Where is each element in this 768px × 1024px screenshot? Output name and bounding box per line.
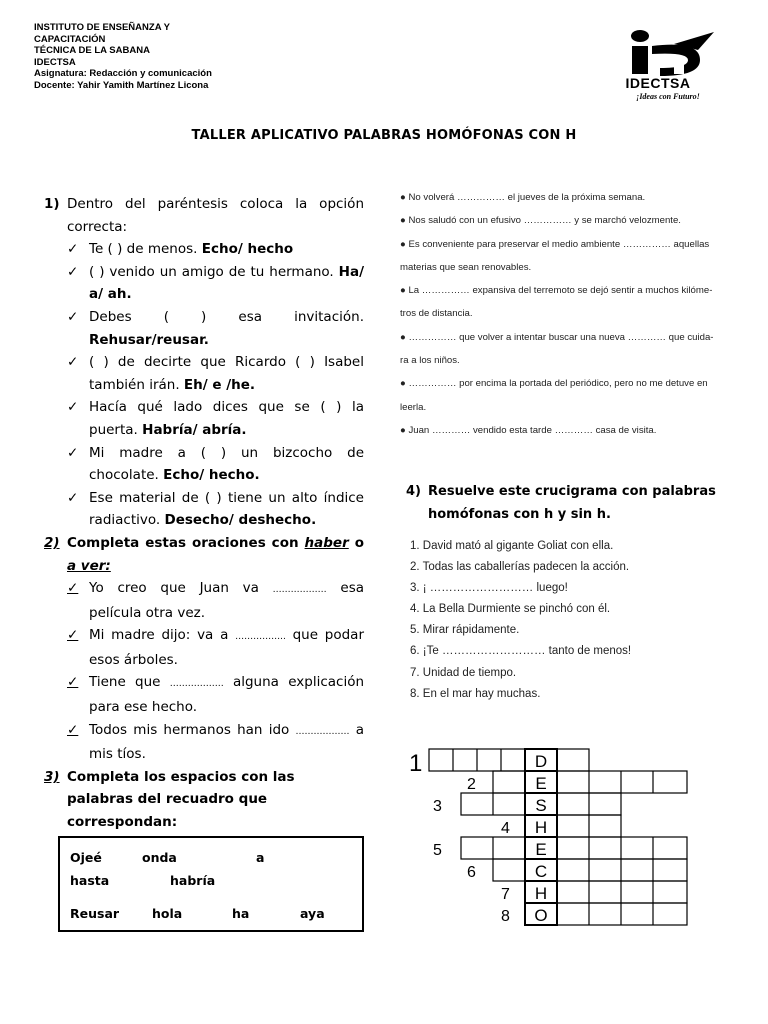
crossword-letter: O [534, 906, 548, 925]
item-text: ( ) de decirte que Ricardo ( ) Isabel también irán. [89, 354, 364, 393]
left-column [44, 193, 364, 834]
section-title: Completa estas oraciones con [67, 534, 305, 551]
option-haber: haber [304, 534, 349, 551]
clue: 7. Unidad de tiempo. [410, 666, 517, 679]
item-text: que podar esos árboles. [89, 627, 364, 668]
row-number: 5 [433, 842, 442, 859]
row-number: 3 [433, 798, 442, 815]
sentence: ● No volverá …………… el jueves de la próxima semana. [400, 192, 646, 203]
item-text: Todos mis hermanos han ido [89, 721, 296, 738]
list-item [44, 306, 364, 351]
header-line: INSTITUTO DE ENSEÑANZA Y [34, 22, 171, 33]
check-icon: ✓ [67, 354, 79, 371]
list-item [44, 487, 364, 532]
list-item [44, 396, 364, 441]
clue: 5. Mirar rápidamente. [410, 624, 520, 637]
sentence: ● Nos saludó con un efusivo …………… y se marchó velozmente. [400, 215, 681, 227]
header-line: Asignatura: Redacción y comunicación [34, 68, 212, 80]
list-item [44, 238, 364, 261]
list-item [44, 719, 364, 766]
sentence-text: Juan ………… vendido esta tarde ………… casa de visita. [408, 424, 657, 436]
item-text: ( ) venido un amigo de tu hermano. [89, 263, 339, 280]
row-number: 8 [501, 908, 510, 925]
header-line: CAPACITACIÓN [34, 33, 106, 45]
item-options: Ha/ a/ ah. [89, 263, 364, 303]
word: aya [300, 906, 325, 921]
page-title: TALLER APLICATIVO PALABRAS HOMÓFONAS CON H [191, 128, 577, 143]
list-item [44, 351, 364, 396]
crossword-letter: D [534, 752, 548, 771]
crossword-letter: E [535, 840, 547, 859]
section-1-heading [44, 193, 364, 238]
sentence-continuation: ra a los niños. [400, 355, 460, 367]
section-2-heading [44, 532, 364, 577]
item-text: Yo creo que Juan va [89, 580, 273, 597]
check-icon: ✓ [67, 263, 79, 280]
section-title: Completa los espacios con las palabras del recuadro que correspondan: [67, 768, 295, 831]
sentence-text: …………… que volver a intentar buscar una nueva ………… que cuida- [408, 331, 714, 343]
right-sentences [400, 186, 730, 442]
row-number: 4 [501, 820, 510, 837]
sentence: ● Juan ………… vendido esta tarde ………… casa de visita. [400, 424, 657, 436]
word: a [256, 850, 265, 865]
idectsa-logo [608, 26, 718, 104]
list-item [44, 577, 364, 624]
item-text: Tiene que [89, 674, 170, 691]
clue: 1. David mató al gigante Goliat con ella. [410, 540, 614, 552]
section-number: 4) [406, 484, 421, 499]
clue: 2. Todas las caballerías padecen la acción. [410, 561, 630, 574]
school-header [34, 22, 234, 92]
item-text: alguna explicación para ese hecho. [89, 674, 365, 716]
word-box [58, 836, 364, 932]
word: hasta [70, 873, 110, 888]
sentence: ● Es conveniente para preservar el medio ambiente …………… aquellas [400, 238, 710, 250]
word: hola [152, 906, 183, 921]
list-item [44, 442, 364, 487]
sentence: ● …………… que volver a intentar buscar una nueva ………… que cuida- [400, 331, 714, 343]
blank-dots: ……………… [169, 679, 224, 690]
item-options: Rehusar/reusar. [89, 331, 209, 348]
sentence-continuation: tros de distancia. [400, 308, 473, 320]
section-4-heading [406, 480, 736, 526]
section-3-heading [44, 766, 364, 834]
section-number: 1) [44, 196, 60, 212]
word: onda [142, 850, 177, 865]
row-number: 1 [409, 750, 423, 777]
clue: 6. ¡Te ……………………… tanto de menos! [410, 645, 632, 658]
sentence-continuation: materias que sean renovables. [400, 261, 532, 273]
crossword-letter: H [534, 884, 548, 903]
check-icon: ✓ [67, 580, 79, 597]
blank-dots: ……………… [295, 726, 350, 737]
item-text: Te ( ) de menos. [89, 241, 202, 258]
check-icon: ✓ [67, 399, 79, 416]
word: habría [170, 873, 216, 888]
item-text: Hacía qué lado dices que se ( ) la puerta. [89, 399, 364, 438]
item-text: Mi madre dijo: va a [89, 627, 236, 644]
word: Ojeé [70, 850, 102, 865]
crossword-letter: C [534, 862, 548, 881]
item-text: Ese material de ( ) tiene un alto índice radiactivo. [89, 489, 364, 529]
crossword-letter: E [535, 774, 547, 793]
row-number: 6 [467, 864, 476, 881]
item-options: Habría/ abría. [142, 421, 247, 438]
clue: 4. La Bella Durmiente se pinchó con él. [410, 603, 611, 616]
row-number: 7 [501, 886, 510, 903]
sentence: ● La …………… expansiva del terremoto se dejó sentir a muchos kilóme- [400, 285, 713, 297]
word: ha [232, 906, 250, 921]
check-icon: ✓ [67, 489, 79, 506]
clue: 8. En el mar hay muchas. [410, 687, 541, 700]
list-item [44, 671, 364, 718]
check-icon: ✓ [67, 674, 79, 691]
item-options: Echo/ hecho. [163, 467, 260, 484]
list-item [44, 624, 364, 671]
logo-slogan: ¡Ideas con Futuro! [636, 92, 700, 101]
item-options: Echo/ hecho [201, 241, 294, 258]
option-a-ver: a ver: [67, 557, 111, 574]
sentence-text: La …………… expansiva del terremoto se dejó sentir a muchos kilóme- [408, 285, 713, 297]
logo-text: IDECTSA [625, 75, 691, 91]
section-title: Dentro del paréntesis coloca la opción correcta: [67, 196, 364, 235]
crossword-letter: S [535, 796, 547, 815]
logo-graphic [608, 26, 718, 104]
check-icon: ✓ [67, 308, 79, 325]
sentence-text: Nos saludó con un efusivo …………… y se marchó velozmente. [408, 215, 681, 227]
header-line: TÉCNICA DE LA SABANA [34, 45, 150, 57]
check-icon: ✓ [67, 444, 79, 461]
item-text: a mis tíos. [89, 721, 364, 763]
clue: 3. ¡ ……………………… luego! [410, 582, 568, 595]
list-item [44, 261, 364, 306]
header-line: IDECTSA [34, 56, 76, 68]
crossword-letter: H [534, 818, 548, 837]
check-icon: ✓ [67, 627, 79, 644]
crossword-grid [405, 745, 705, 945]
sentence-text: Es conveniente para preservar el medio ambiente …………… aquellas [408, 238, 710, 250]
blank-dots: ……………… [272, 585, 327, 596]
sentence-continuation: leerla. [400, 401, 427, 413]
check-icon: ✓ [67, 721, 79, 738]
header-line: Docente: Yahir Yamith Martínez Licona [34, 79, 209, 91]
row-number: 2 [467, 776, 476, 793]
item-options: Eh/ e /he. [183, 376, 256, 393]
blank-dots: …………….. [235, 632, 286, 643]
crossword-clues [410, 536, 631, 705]
sentence: ● …………… por encima la portada del periódico, pero no me detuve en [400, 378, 708, 390]
section-number: 3) [44, 768, 60, 785]
section-title-mid: o [348, 534, 364, 551]
item-text: Mi madre a ( ) un bizcocho de chocolate. [89, 444, 364, 484]
section-title: Resuelve este crucigrama con palabras homófonas con h y sin h. [428, 484, 716, 522]
sentence-text: …………… por encima la portada del periódico, pero no me detuve en [408, 378, 708, 390]
check-icon: ✓ [67, 241, 79, 258]
section-number: 2) [44, 534, 60, 551]
sentence-text: No volverá …………… el jueves de la próxima semana. [408, 192, 646, 203]
item-text: esa película otra vez. [89, 580, 364, 621]
item-options: Desecho/ deshecho. [164, 512, 317, 529]
item-text: Debes ( ) esa invitación. [89, 308, 364, 325]
word: Reusar [70, 906, 120, 921]
